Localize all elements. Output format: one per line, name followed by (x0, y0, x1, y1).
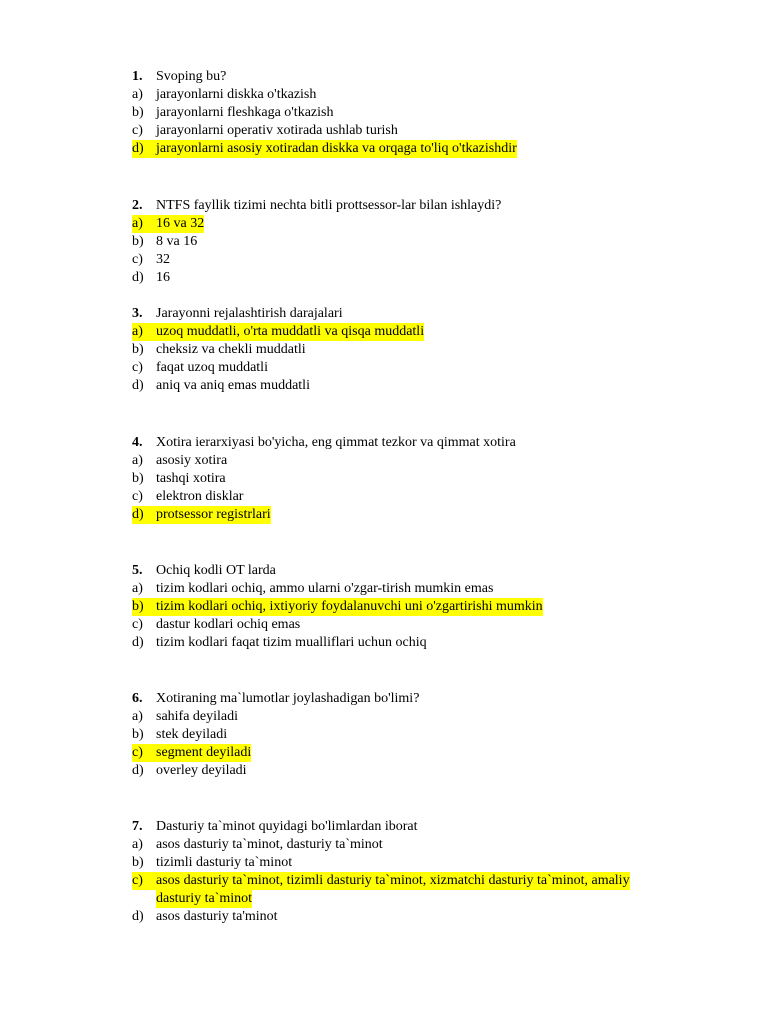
question-number: 5. (132, 563, 143, 578)
option-text: 32 (156, 252, 170, 267)
option-text-highlighted: protsessor registrlari (156, 507, 271, 522)
option-label: a) (132, 324, 143, 339)
option-c (132, 359, 692, 377)
option-b-correct (132, 598, 692, 616)
question-1 (132, 68, 692, 158)
option-text: cheksiz va chekli muddatli (156, 342, 306, 357)
option-c-continuation (132, 890, 692, 908)
question-number: 4. (132, 435, 143, 450)
option-text-highlighted: 16 va 32 (156, 216, 205, 231)
question-1-stem (132, 68, 692, 86)
option-text: elektron disklar (156, 489, 244, 504)
option-b (132, 341, 692, 359)
option-a (132, 708, 692, 726)
question-text: Dasturiy ta`minot quyidagi bo'limlardan iborat (156, 819, 418, 834)
question-7 (132, 818, 692, 926)
option-text-highlighted-continuation: dasturiy ta`minot (156, 891, 253, 906)
option-text-highlighted: tizim kodlari ochiq, ixtiyoriy foydalanuvchi uni o'zgartirishi mumkin (156, 599, 543, 614)
question-text: Xotiraning ma`lumotlar joylashadigan bo'limi? (156, 691, 420, 706)
option-label: c) (132, 252, 143, 267)
option-d (132, 634, 692, 652)
option-label: c) (132, 617, 143, 632)
option-text: asos dasturiy ta`minot, dasturiy ta`minot (156, 837, 383, 852)
option-c (132, 122, 692, 140)
option-d (132, 377, 692, 395)
option-label: a) (132, 837, 143, 852)
option-label: b) (132, 342, 144, 357)
question-text: NTFS fayllik tizimi nechta bitli prottsessor-lar bilan ishlaydi? (156, 198, 502, 213)
option-text: jarayonlarni diskka o'tkazish (156, 87, 317, 102)
option-b (132, 726, 692, 744)
option-label: a) (132, 453, 143, 468)
option-text: tashqi xotira (156, 471, 226, 486)
option-text: overley deyiladi (156, 763, 247, 778)
question-3 (132, 305, 692, 395)
question-2-stem (132, 197, 692, 215)
question-text: Jarayonni rejalashtirish darajalari (156, 306, 343, 321)
option-b (132, 233, 692, 251)
option-label: a) (132, 216, 143, 231)
question-text: Xotira ierarxiyasi bo'yicha, eng qimmat tezkor va qimmat xotira (156, 435, 516, 450)
question-5-stem (132, 562, 692, 580)
option-text: jarayonlarni fleshkaga o'tkazish (156, 105, 334, 120)
option-text: tizim kodlari faqat tizim mualliflari uchun ochiq (156, 635, 427, 650)
option-d (132, 908, 692, 926)
option-label: d) (132, 909, 144, 924)
option-a (132, 580, 692, 598)
option-text: 16 (156, 270, 170, 285)
option-label: d) (132, 507, 144, 522)
option-text-highlighted: jarayonlarni asosiy xotiradan diskka va orqaga to'liq o'tkazishdir (156, 141, 517, 156)
option-a-correct (132, 215, 692, 233)
option-text: asosiy xotira (156, 453, 228, 468)
option-c-correct (132, 872, 692, 890)
option-label: c) (132, 123, 143, 138)
option-b (132, 470, 692, 488)
question-number: 1. (132, 69, 143, 84)
option-label: d) (132, 763, 144, 778)
option-label: b) (132, 855, 144, 870)
option-text-highlighted: asos dasturiy ta`minot, tizimli dasturiy ta`minot, xizmatchi dasturiy ta`minot, amaliy (156, 873, 630, 888)
option-label: d) (132, 270, 144, 285)
option-d-correct (132, 140, 692, 158)
question-2 (132, 197, 692, 287)
question-7-stem (132, 818, 692, 836)
option-d (132, 269, 692, 287)
question-text: Ochiq kodli OT larda (156, 563, 276, 578)
option-label: d) (132, 141, 144, 156)
option-label: b) (132, 234, 144, 249)
question-6 (132, 690, 692, 780)
option-label: b) (132, 599, 144, 614)
option-d (132, 762, 692, 780)
option-label: b) (132, 727, 144, 742)
option-label: d) (132, 378, 144, 393)
option-label: c) (132, 489, 143, 504)
option-c (132, 488, 692, 506)
option-label: b) (132, 471, 144, 486)
question-number: 7. (132, 819, 143, 834)
option-b (132, 104, 692, 122)
question-number: 6. (132, 691, 143, 706)
option-a (132, 452, 692, 470)
option-label: a) (132, 581, 143, 596)
question-4 (132, 434, 692, 524)
option-text: dastur kodlari ochiq emas (156, 617, 301, 632)
option-text: stek deyiladi (156, 727, 228, 742)
option-label: a) (132, 87, 143, 102)
option-c (132, 616, 692, 634)
option-label: d) (132, 635, 144, 650)
option-a (132, 836, 692, 854)
option-a-correct (132, 323, 692, 341)
option-label: a) (132, 709, 143, 724)
option-text: jarayonlarni operativ xotirada ushlab turish (156, 123, 398, 138)
option-text: faqat uzoq muddatli (156, 360, 268, 375)
option-label: c) (132, 745, 143, 760)
option-text-highlighted: segment deyiladi (156, 745, 252, 760)
option-a (132, 86, 692, 104)
question-3-stem (132, 305, 692, 323)
question-number: 2. (132, 198, 143, 213)
option-label: c) (132, 360, 143, 375)
option-text: 8 va 16 (156, 234, 198, 249)
option-text-highlighted: uzoq muddatli, o'rta muddatli va qisqa muddatli (156, 324, 425, 339)
option-c-correct (132, 744, 692, 762)
question-6-stem (132, 690, 692, 708)
option-d-correct (132, 506, 692, 524)
option-label: c) (132, 873, 143, 888)
question-text: Svoping bu? (156, 69, 227, 84)
question-4-stem (132, 434, 692, 452)
option-b (132, 854, 692, 872)
option-text: asos dasturiy ta'minot (156, 909, 278, 924)
question-5 (132, 562, 692, 652)
option-c (132, 251, 692, 269)
option-text: aniq va aniq emas muddatli (156, 378, 310, 393)
option-text: sahifa deyiladi (156, 709, 239, 724)
option-text: tizimli dasturiy ta`minot (156, 855, 293, 870)
option-text: tizim kodlari ochiq, ammo ularni o'zgar-tirish mumkin emas (156, 581, 494, 596)
option-label: b) (132, 105, 144, 120)
question-number: 3. (132, 306, 143, 321)
